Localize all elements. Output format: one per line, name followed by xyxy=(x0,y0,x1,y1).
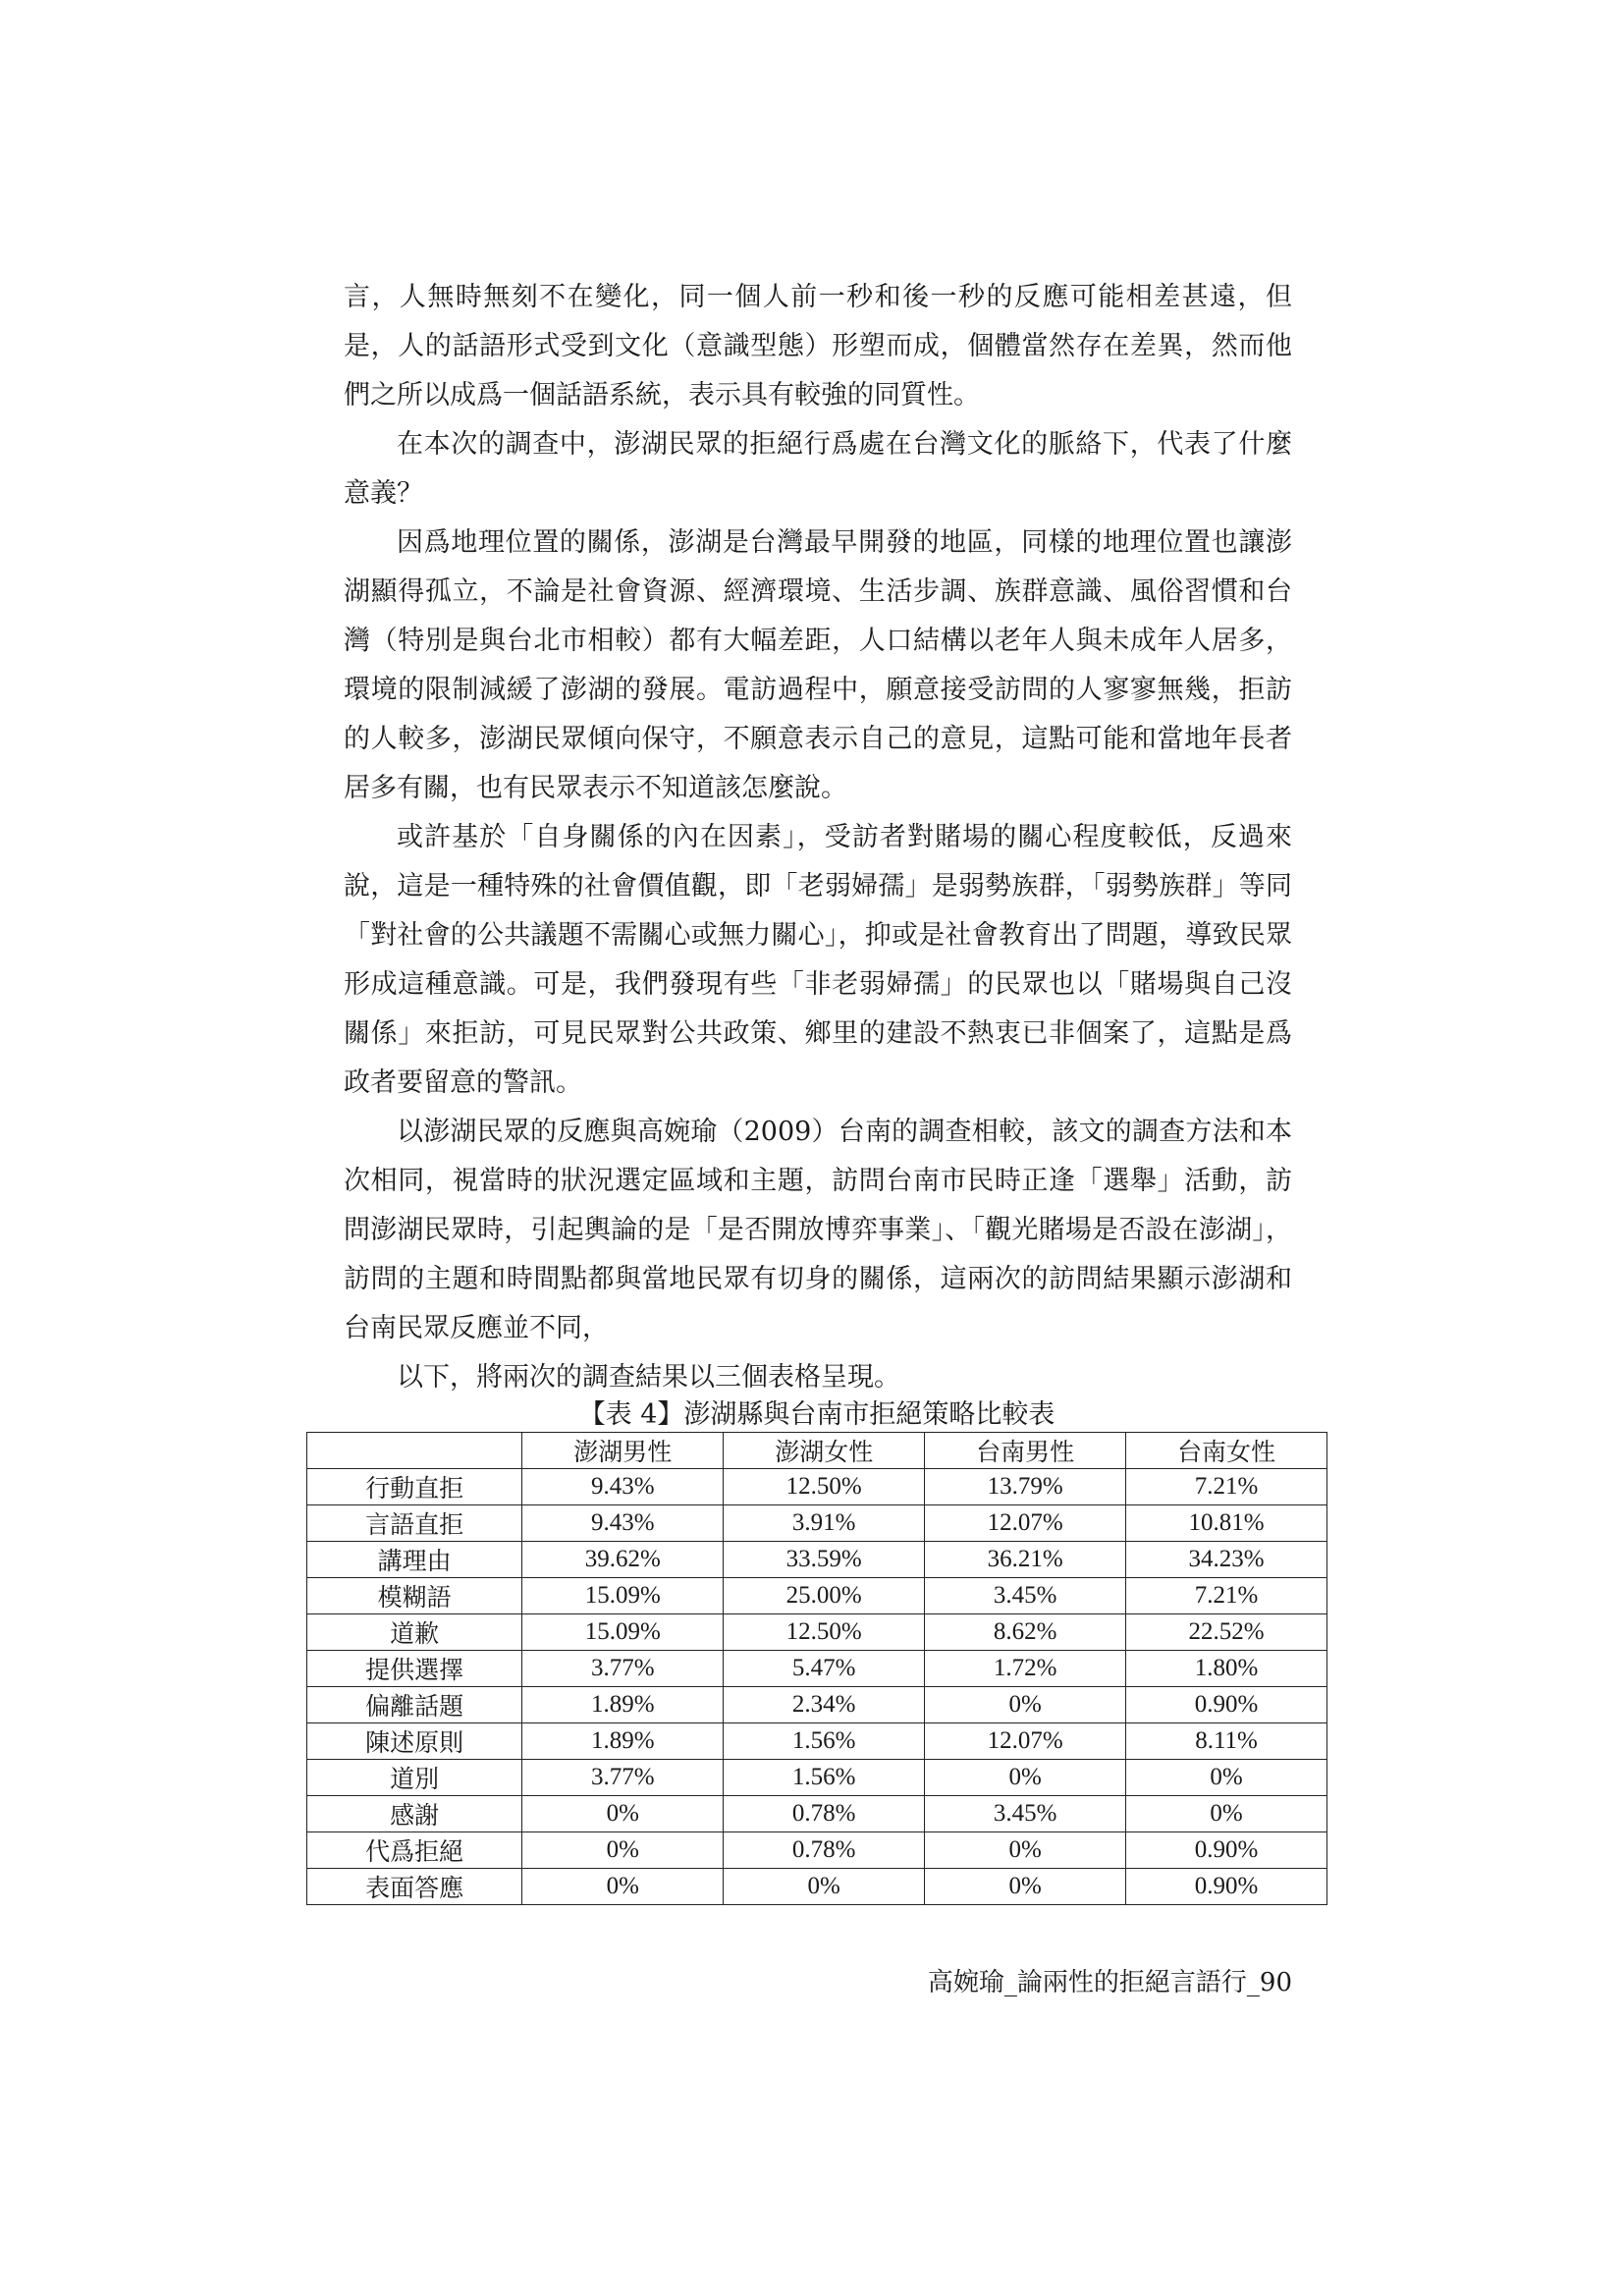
table-cell: 33.59% xyxy=(724,1542,925,1578)
table-cell: 0.78% xyxy=(724,1796,925,1832)
row-label-cell: 表面答應 xyxy=(307,1869,522,1905)
table-cell: 34.23% xyxy=(1126,1542,1327,1578)
table-cell: 1.80% xyxy=(1126,1651,1327,1687)
table-cell: 1.89% xyxy=(522,1723,724,1760)
table-cell: 0% xyxy=(1126,1796,1327,1832)
table-cell: 0.90% xyxy=(1126,1832,1327,1869)
paragraph: 在本次的調查中，澎湖民眾的拒絕行爲處在台灣文化的脈絡下，代表了什麼意義？ xyxy=(344,429,1292,509)
table-cell: 1.89% xyxy=(522,1687,724,1723)
table-cell: 0.90% xyxy=(1126,1869,1327,1905)
table-row xyxy=(307,1760,1327,1796)
table-cell: 0.78% xyxy=(724,1832,925,1869)
row-label-cell: 行動直拒 xyxy=(307,1469,522,1505)
table-cell: 9.43% xyxy=(522,1505,724,1542)
table-cell: 0% xyxy=(925,1869,1126,1905)
table-header-row xyxy=(307,1433,1327,1469)
table-cell: 12.07% xyxy=(925,1723,1126,1760)
table-cell: 0% xyxy=(522,1832,724,1869)
table-cell: 8.62% xyxy=(925,1614,1126,1651)
table-cell: 3.91% xyxy=(724,1505,925,1542)
table-cell: 9.43% xyxy=(522,1469,724,1505)
table-row xyxy=(307,1614,1327,1651)
paragraph: 或許基於「自身關係的內在因素」，受訪者對賭場的關心程度較低，反過來說，這是一種特殊的社會價值觀，即「老弱婦孺」是弱勢族群，「弱勢族群」等同「對社會的公共議題不需關心或無力關心」，抑或是社會教育出了問題，導致民眾形成這種意識。可是，我們發現有些「非老弱婦孺」的民眾也以「賭場與自己沒關係」來拒訪，可見民眾對公共政策、鄉里的建設不熱衷已非個案了，這點是爲政者要留意的警訊。 xyxy=(344,822,1292,1098)
paragraph: 因爲地理位置的關係，澎湖是台灣最早開發的地區，同樣的地理位置也讓澎湖顯得孤立，不論是社會資源、經濟環境、生活步調、族群意識、風俗習慣和台灣（特別是與台北市相較）都有大幅差距，人口結構以老年人與未成年人居多，環境的限制減緩了澎湖的發展。電訪過程中，願意接受訪問的人寥寥無幾，拒訪的人較多，澎湖民眾傾向保守，不願意表示自己的意見，這點可能和當地年長者居多有關，也有民眾表示不知道該怎麼說。 xyxy=(344,527,1292,803)
table-cell: 0% xyxy=(522,1869,724,1905)
table-cell: 7.21% xyxy=(1126,1469,1327,1505)
table-row xyxy=(307,1869,1327,1905)
page-footer: 高婉瑜_論兩性的拒絕言語行_90 xyxy=(927,1968,1292,1997)
table-row xyxy=(307,1578,1327,1614)
table-cell: 1.56% xyxy=(724,1723,925,1760)
table-row xyxy=(307,1651,1327,1687)
table-cell: 36.21% xyxy=(925,1542,1126,1578)
table-cell: 25.00% xyxy=(724,1578,925,1614)
table-cell: 15.09% xyxy=(522,1614,724,1651)
row-label-cell: 言語直拒 xyxy=(307,1505,522,1542)
row-label-cell: 模糊語 xyxy=(307,1578,522,1614)
table-row xyxy=(307,1832,1327,1869)
table-cell: 0% xyxy=(925,1760,1126,1796)
body-text xyxy=(344,273,1292,1402)
table-cell: 0.90% xyxy=(1126,1687,1327,1723)
paragraph: 言，人無時無刻不在變化，同一個人前一秒和後一秒的反應可能相差甚遠，但是，人的話語形式受到文化（意識型態）形塑而成，個體當然存在差異，然而他們之所以成爲一個話語系統，表示具有較強的同質性。 xyxy=(344,282,1292,410)
row-label-cell: 感謝 xyxy=(307,1796,522,1832)
refusal-strategy-table xyxy=(306,1432,1327,1905)
table-row xyxy=(307,1796,1327,1832)
row-label-cell: 陳述原則 xyxy=(307,1723,522,1760)
row-label-cell: 代爲拒絕 xyxy=(307,1832,522,1869)
table-cell: 3.77% xyxy=(522,1651,724,1687)
table-row xyxy=(307,1687,1327,1723)
table-cell: 0% xyxy=(925,1832,1126,1869)
table-row xyxy=(307,1542,1327,1578)
table-cell: 0% xyxy=(522,1796,724,1832)
table-cell: 12.50% xyxy=(724,1614,925,1651)
table-header-cell xyxy=(307,1433,522,1469)
table-cell: 12.07% xyxy=(925,1505,1126,1542)
table-cell: 0% xyxy=(724,1869,925,1905)
table-cell: 1.72% xyxy=(925,1651,1126,1687)
table-header-cell: 台南男性 xyxy=(925,1433,1126,1469)
table-header-cell: 澎湖女性 xyxy=(724,1433,925,1469)
table-cell: 39.62% xyxy=(522,1542,724,1578)
table-row xyxy=(307,1505,1327,1542)
table-header-cell: 澎湖男性 xyxy=(522,1433,724,1469)
table-row xyxy=(307,1469,1327,1505)
table-cell: 2.34% xyxy=(724,1687,925,1723)
table-cell: 22.52% xyxy=(1126,1614,1327,1651)
table-cell: 0% xyxy=(1126,1760,1327,1796)
table-cell: 3.45% xyxy=(925,1578,1126,1614)
table-cell: 0% xyxy=(925,1687,1126,1723)
table-cell: 5.47% xyxy=(724,1651,925,1687)
paragraph: 以澎湖民眾的反應與高婉瑜（2009）台南的調查相較，該文的調查方法和本次相同，視當時的狀況選定區域和主題，訪問台南市民時正逢「選舉」活動，訪問澎湖民眾時，引起輿論的是「是否開放博弈事業」、「觀光賭場是否設在澎湖」，訪問的主題和時間點都與當地民眾有切身的關係，這兩次的訪問結果顯示澎湖和台南民眾反應並不同， xyxy=(344,1117,1292,1343)
row-label-cell: 道別 xyxy=(307,1760,522,1796)
table-cell: 13.79% xyxy=(925,1469,1126,1505)
row-label-cell: 講理由 xyxy=(307,1542,522,1578)
table-row xyxy=(307,1723,1327,1760)
table-cell: 1.56% xyxy=(724,1760,925,1796)
row-label-cell: 提供選擇 xyxy=(307,1651,522,1687)
paragraph: 以下，將兩次的調查結果以三個表格呈現。 xyxy=(397,1362,900,1393)
table-cell: 8.11% xyxy=(1126,1723,1327,1760)
row-label-cell: 偏離話題 xyxy=(307,1687,522,1723)
table-header-cell: 台南女性 xyxy=(1126,1433,1327,1469)
table-cell: 12.50% xyxy=(724,1469,925,1505)
table-cell: 7.21% xyxy=(1126,1578,1327,1614)
table-cell: 3.77% xyxy=(522,1760,724,1796)
table-caption: 【表 4】澎湖縣與台南市拒絕策略比較表 xyxy=(578,1399,1055,1430)
table-cell: 10.81% xyxy=(1126,1505,1327,1542)
table-cell: 3.45% xyxy=(925,1796,1126,1832)
table-body xyxy=(307,1469,1327,1905)
row-label-cell: 道歉 xyxy=(307,1614,522,1651)
table-cell: 15.09% xyxy=(522,1578,724,1614)
